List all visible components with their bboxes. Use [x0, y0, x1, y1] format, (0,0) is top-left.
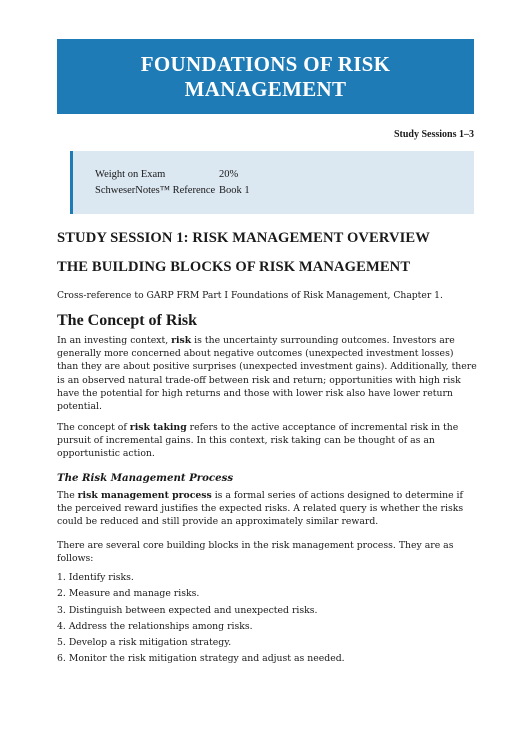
term-risk: risk: [171, 335, 192, 346]
page-title: FOUNDATIONS OF RISK MANAGEMENT: [140, 51, 391, 101]
risk-paragraph: [57, 334, 477, 413]
notes-value: Book 1: [219, 185, 250, 196]
list-item: 2. Measure and manage risks.: [57, 588, 200, 600]
text-span: In an investing context,: [57, 335, 172, 346]
building-blocks-intro: There are several core building blocks in the risk management process. They are as follows:: [57, 540, 454, 565]
text-span: is the uncertainty surrounding outcomes. Investors are generally more concerned about negative outcomes (unexpected investment losses) than they are about positive surprises (unexpected investment gains). Additionally, there is an observed natural trade-off between risk and return; opportunities with high risk have the potential for high returns and those with lower risk also have lower return potential.: [57, 335, 477, 413]
study-sessions-label: Study Sessions 1–3: [393, 129, 474, 140]
concept-heading: The Concept of Risk: [57, 312, 198, 329]
study-session-heading: STUDY SESSION 1: RISK MANAGEMENT OVERVIEW: [57, 230, 430, 246]
list-item: 6. Monitor the risk mitigation strategy and adjust as needed.: [57, 653, 345, 665]
term-risk-taking: risk taking: [129, 422, 187, 433]
reading-heading: THE BUILDING BLOCKS OF RISK MANAGEMENT: [57, 259, 411, 275]
title-banner: [57, 39, 474, 114]
exam-info-box: [70, 151, 474, 214]
risk-taking-paragraph: [57, 421, 477, 461]
list-item: 5. Develop a risk mitigation strategy.: [57, 637, 232, 649]
weight-row: [95, 169, 238, 180]
cross-reference: Cross-reference to GARP FRM Part I Foundations of Risk Management, Chapter 1.: [57, 290, 443, 301]
list-item: 1. Identify risks.: [57, 572, 134, 583]
text-span: refers to the active acceptance of incremental risk in the pursuit of incremental gains. In this context, risk taking can be thought of as an opportunistic action.: [57, 422, 459, 460]
process-subheading: The Risk Management Process: [57, 472, 234, 484]
process-paragraph: [57, 489, 477, 529]
steps-list: [57, 570, 345, 668]
list-item: 4. Address the relationships among risks.: [57, 620, 253, 632]
text-span: is a formal series of actions designed to determine if the perceived reward justifies the expected risks. A related query is whether the risks could be reduced and still provide an approximately similar reward.: [57, 490, 464, 528]
weight-label: Weight on Exam: [95, 169, 166, 180]
weight-value: 20%: [219, 169, 239, 180]
term-risk-management-process: risk management process: [77, 490, 212, 501]
list-item: 3. Distinguish between expected and unexpected risks.: [57, 604, 318, 616]
text-span: The: [57, 490, 78, 501]
notes-reference-row: [95, 185, 250, 196]
notes-label: SchweserNotes™ Reference: [95, 185, 216, 196]
text-span: The concept of: [57, 422, 130, 433]
